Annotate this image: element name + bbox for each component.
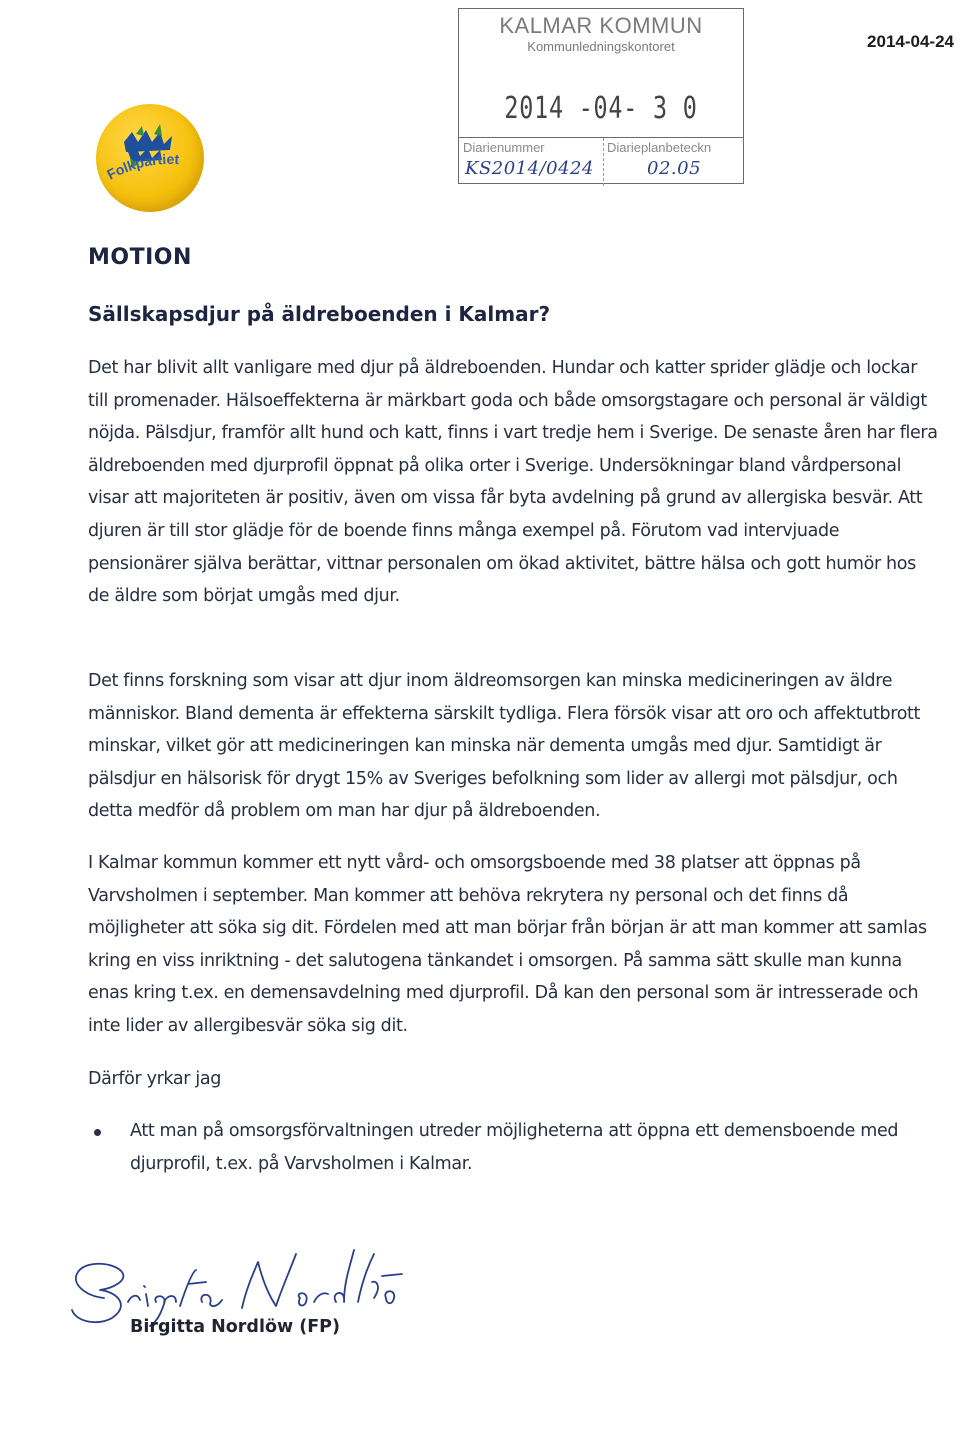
stamp-received-date: 2014 -04- 3 0 bbox=[504, 91, 698, 126]
paragraph-1: Det har blivit allt vanligare med djur på äldreboenden. Hundar och katter sprider glädje och lockar till promenader. Hälsoeffekterna är märkbart goda och både omsorgstagare och personal är väldigt nöjda. Pälsdjur, framför allt hund och katt, finns i vart tredje hem i Sverige. De senaste åren har flera äldreboenden med djurprofil öppnat på olika orter i Sverige. Undersökningar bland vårdpersonal visar att majoriteten är positiv, även om vissa får byta avdelning på grund av allergiska besvär. Att djuren är till stor glädje för de boende finns många exempel på. Förutom vad intervjuade pensionärer själva berättar, vittnar personalen om ökad aktivitet, bättre hälsa och gott humör hos de äldre som börjat umgås med djur. bbox=[88, 358, 938, 607]
stamp-diarieplan-value: 02.05 bbox=[647, 158, 702, 179]
received-stamp bbox=[458, 8, 744, 184]
paragraph-4: Därför yrkar jag bbox=[88, 1069, 221, 1089]
stamp-diarienummer-value: KS2014/0424 bbox=[465, 158, 594, 179]
proposal-text: Att man på omsorgsförvaltningen utreder möjligheterna att öppna ett demensboende med djurprofil, t.ex. på Varvsholmen i Kalmar. bbox=[130, 1121, 899, 1174]
document-date: 2014-04-24 bbox=[867, 32, 954, 51]
party-logo bbox=[96, 104, 204, 212]
logo-text bbox=[96, 104, 204, 212]
stamp-title: KALMAR KOMMUN bbox=[499, 13, 703, 38]
stamp-subtitle: Kommunledningskontoret bbox=[527, 39, 675, 54]
stamp-diarieplan-label: Diarieplanbeteckn bbox=[607, 140, 712, 155]
stamp-diarieplan-cell bbox=[603, 138, 743, 186]
paragraph-3: I Kalmar kommun kommer ett nytt vård- och omsorgsboende med 38 platser att öppnas på Varvsholmen i september. Man kommer att behöva rekrytera ny personal och det finns då möjligheter att söka sig dit. Fördelen med att man börjar från början är att man kommer att samlas kring en viss inriktning - det salutogena tänkandet i omsorgen. På samma sätt skulle man kunna enas kring t.ex. en demensavdelning med djurprofil. Då kan den personal som är intresserade och inte lider av allergibesvär söka sig dit. bbox=[88, 853, 927, 1036]
document-title: Sällskapsdjur på äldreboenden i Kalmar? bbox=[88, 302, 551, 326]
bullet-icon bbox=[94, 1129, 101, 1136]
stamp-diarienummer-label: Diarienummer bbox=[463, 140, 545, 155]
document-type-heading: MOTION bbox=[88, 245, 192, 270]
stamp-diarienummer-cell bbox=[459, 138, 604, 186]
signer-name: Birgitta Nordlöw (FP) bbox=[130, 1317, 341, 1337]
svg-text:Folkpartiet: Folkpartiet bbox=[104, 150, 180, 183]
paragraph-2: Det finns forskning som visar att djur inom äldreomsorgen kan minska medicineringen av äldre människor. Bland dementa är effekterna särskilt tydliga. Flera försök visar att oro och affektutbrott minskar, vilket gör att medicineringen kan minska när dementa umgås med djur. Samtidigt är pälsdjur en hälsorisk för drygt 15% av Sveriges befolkning som lider av allergi mot pälsdjur, och detta medför då problem om man har djur på äldreboenden. bbox=[88, 671, 921, 822]
stamp-registry-row bbox=[459, 137, 743, 186]
